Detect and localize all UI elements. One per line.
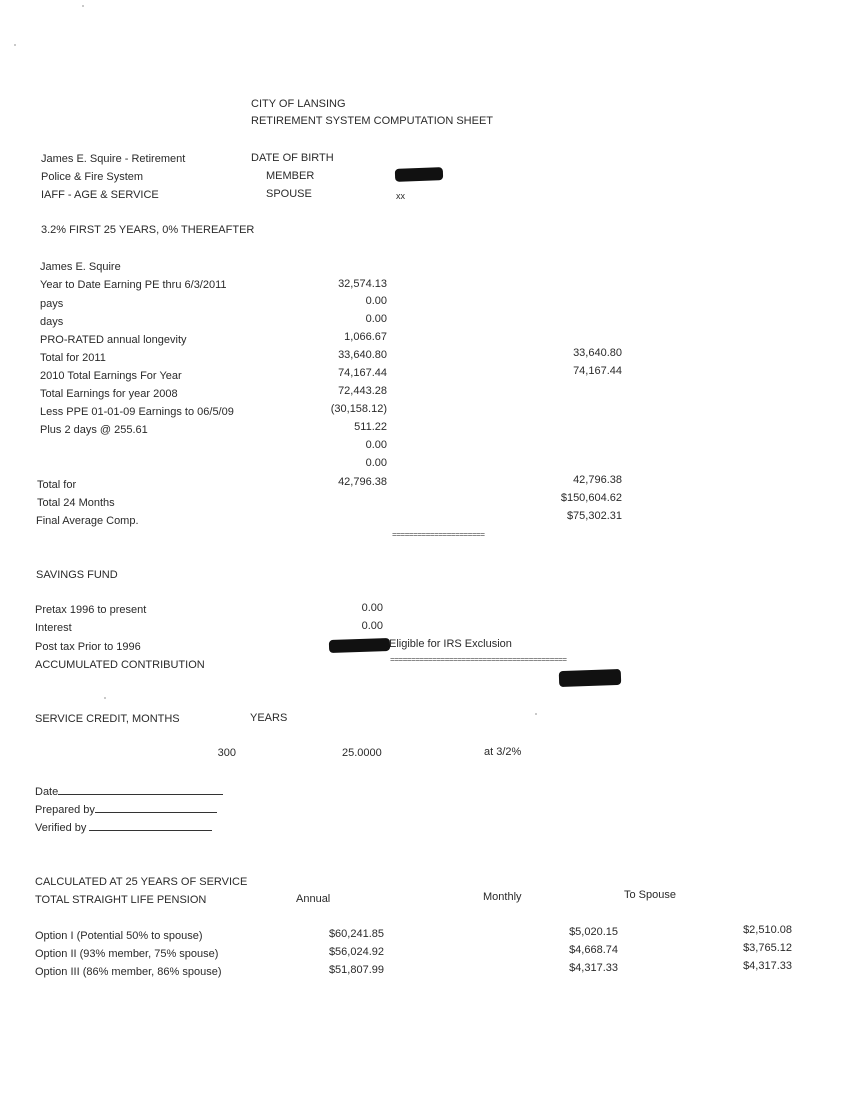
col-header-monthly: Monthly (483, 891, 522, 903)
total-straight-life-label: TOTAL STRAIGHT LIFE PENSION (35, 894, 207, 906)
total-24-months-label: Total 24 Months (37, 497, 115, 509)
earnings-row-value: (30,158.12) (330, 403, 387, 415)
redaction-mark (559, 669, 622, 687)
prepared-by-blank[interactable] (95, 803, 217, 813)
plan-line: IAFF - AGE & SERVICE (41, 189, 159, 201)
earnings-row-value: 0.00 (365, 313, 387, 325)
earnings-row-label: 2010 Total Earnings For Year (40, 370, 182, 382)
option-annual: $56,024.92 (328, 946, 384, 958)
earnings-row-label: Total for 2011 (40, 352, 106, 364)
earnings-row-label: pays (40, 298, 64, 310)
option-monthly: $4,317.33 (569, 962, 618, 974)
option-annual: $60,241.85 (328, 928, 384, 940)
earnings-row-label: Year to Date Earning PE thru 6/3/2011 (40, 279, 227, 291)
option-to-spouse: $3,765.12 (743, 942, 792, 954)
member-name-line: James E. Squire - Retirement (41, 153, 186, 165)
earnings-name: James E. Squire (40, 261, 121, 273)
years-label: YEARS (250, 712, 288, 724)
date-line[interactable] (35, 785, 223, 799)
scan-speck (535, 713, 537, 715)
pretax-value: 0.00 (361, 602, 383, 614)
col-header-to-spouse: To Spouse (624, 889, 676, 901)
service-credit-label: SERVICE CREDIT, MONTHS (35, 713, 180, 725)
option-to-spouse: $2,510.08 (743, 924, 792, 936)
option-to-spouse: $4,317.33 (743, 960, 792, 972)
earnings-row-value: 72,443.28 (338, 385, 387, 397)
scan-speck (14, 44, 16, 46)
dob-label: DATE OF BIRTH (251, 152, 334, 164)
prepared-by-line[interactable] (35, 803, 217, 817)
service-years-value: 25.0000 (342, 747, 382, 759)
option-monthly: $4,668.74 (569, 944, 618, 956)
option-label: Option I (Potential 50% to spouse) (35, 930, 203, 942)
total-for-value: 42,796.38 (338, 476, 387, 488)
member-label: MEMBER (266, 170, 315, 182)
pretax-label: Pretax 1996 to present (35, 604, 147, 616)
earnings-row-label: Total Earnings for year 2008 (40, 388, 178, 400)
earnings-row-value: 32,574.13 (338, 278, 387, 290)
earnings-row-label: Plus 2 days @ 255.61 (40, 424, 148, 436)
redaction-mark (395, 167, 443, 182)
date-label: Date (35, 786, 59, 798)
total-24-months-value: $150,604.62 (560, 492, 622, 504)
earnings-row-total: 33,640.80 (573, 347, 622, 359)
earnings-separator: ====================== (392, 531, 485, 540)
sheet-title: RETIREMENT SYSTEM COMPUTATION SHEET (251, 115, 494, 127)
scan-speck (104, 697, 106, 699)
irs-exclusion-note: Eligible for IRS Exclusion (389, 638, 512, 650)
option-monthly: $5,020.15 (569, 926, 618, 938)
earnings-row-value: 0.00 (365, 439, 387, 451)
interest-label: Interest (35, 622, 72, 634)
accumulated-contribution-label: ACCUMULATED CONTRIBUTION (35, 659, 205, 671)
earnings-row-value: 511.22 (354, 421, 387, 433)
earnings-row-value: 33,640.80 (338, 349, 387, 361)
verified-by-blank[interactable] (89, 821, 212, 831)
org-name: CITY OF LANSING (251, 98, 346, 110)
verified-by-line[interactable] (35, 821, 212, 835)
col-header-annual: Annual (296, 893, 331, 905)
earnings-row-value: 1,066.67 (344, 331, 387, 343)
final-average-comp-value: $75,302.31 (566, 510, 622, 522)
verified-by-label: Verified by (35, 822, 87, 834)
system-line: Police & Fire System (41, 171, 144, 183)
prepared-by-label: Prepared by (35, 804, 95, 816)
interest-value: 0.00 (361, 620, 383, 632)
option-annual: $51,807.99 (328, 964, 384, 976)
service-months-value: 300 (217, 747, 236, 759)
final-average-comp-label: Final Average Comp. (36, 515, 139, 527)
option-label: Option III (86% member, 86% spouse) (35, 966, 222, 978)
earnings-row-total: 74,167.44 (573, 365, 622, 377)
total-for-total: 42,796.38 (573, 474, 622, 486)
date-blank[interactable] (58, 785, 223, 795)
scan-speck (82, 5, 84, 7)
earnings-row-value: 0.00 (365, 295, 387, 307)
earnings-row-value: 74,167.44 (338, 367, 387, 379)
option-label: Option II (93% member, 75% spouse) (35, 948, 219, 960)
benefit-formula: 3.2% FIRST 25 YEARS, 0% THEREAFTER (41, 224, 255, 236)
calculated-at-line: CALCULATED AT 25 YEARS OF SERVICE (35, 876, 248, 888)
posttax-label: Post tax Prior to 1996 (35, 641, 141, 653)
earnings-row-label: days (40, 316, 64, 328)
service-rate: at 3/2% (484, 746, 522, 758)
spouse-dob-value: xx (396, 191, 405, 201)
earnings-row-label: PRO-RATED annual longevity (40, 334, 187, 346)
savings-heading: SAVINGS FUND (36, 569, 118, 581)
spouse-label: SPOUSE (266, 188, 312, 200)
earnings-row-label: Less PPE 01-01-09 Earnings to 06/5/09 (40, 406, 234, 418)
earnings-row-value: 0.00 (365, 457, 387, 469)
redaction-mark (329, 638, 390, 653)
savings-separator: ========================================== (390, 656, 567, 665)
total-for-label: Total for (37, 479, 77, 491)
